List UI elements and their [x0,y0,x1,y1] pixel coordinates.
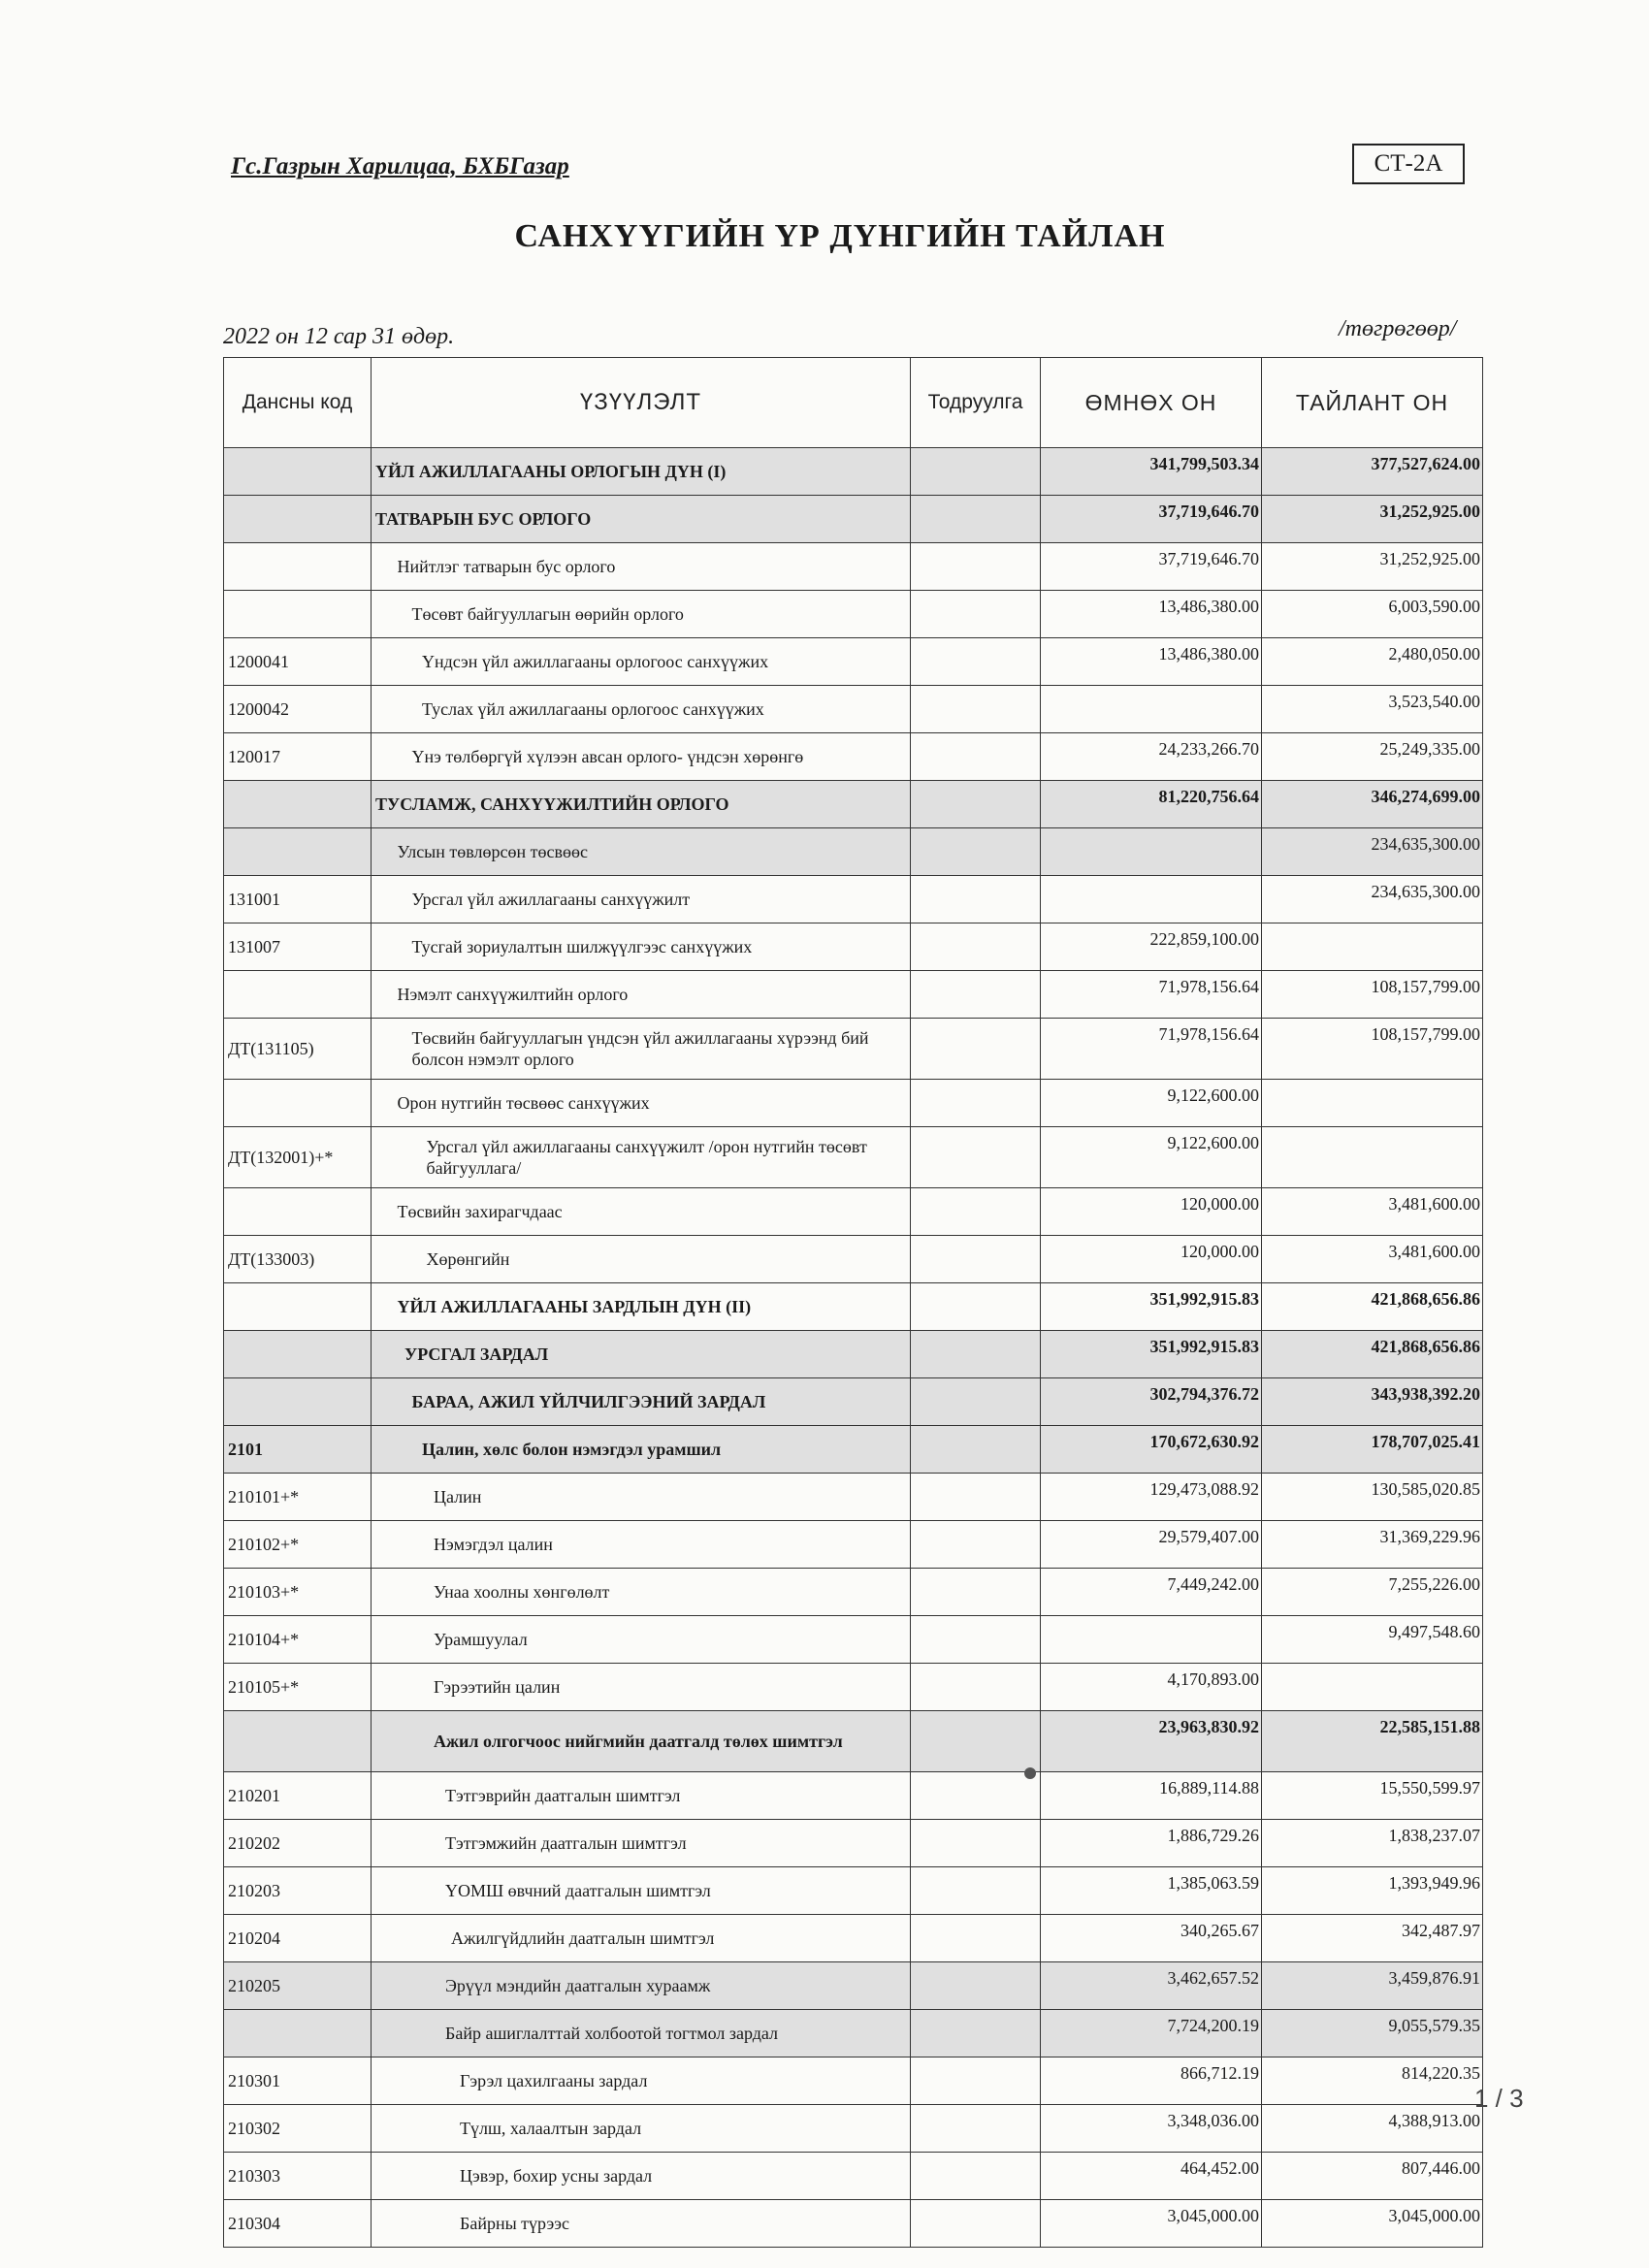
row-previous-year [1041,1616,1262,1664]
row-note [911,1426,1041,1474]
row-code [224,1331,372,1378]
table-row [224,2153,1483,2200]
row-code: 1200041 [224,638,372,686]
row-indicator: Байрны түрээс [372,2200,911,2248]
row-note [911,1616,1041,1664]
row-note [911,923,1041,971]
table-row [224,1474,1483,1521]
row-previous-year: 9,122,600.00 [1041,1080,1262,1127]
row-code [224,448,372,496]
row-code [224,1711,372,1772]
row-note [911,1080,1041,1127]
table-row [224,733,1483,781]
table-row [224,1283,1483,1331]
row-indicator: УРСГАЛ ЗАРДАЛ [372,1331,911,1378]
report-title-text: САНХҮҮГИЙН ҮР ДҮНГИЙН ТАЙЛАН [514,218,1166,254]
row-code: 210202 [224,1820,372,1867]
row-code [224,591,372,638]
row-previous-year: 1,385,063.59 [1041,1867,1262,1915]
table-row [224,591,1483,638]
row-code: 210203 [224,1867,372,1915]
row-reporting-year: 7,255,226.00 [1262,1569,1483,1616]
row-reporting-year: 1,838,237.07 [1262,1820,1483,1867]
row-note [911,2200,1041,2248]
table-row [224,1521,1483,1569]
row-code [224,1378,372,1426]
row-indicator: ҮЙЛ АЖИЛЛАГААНЫ ОРЛОГЫН ДҮН (I) [372,448,911,496]
row-code: 210204 [224,1915,372,1962]
row-previous-year: 3,045,000.00 [1041,2200,1262,2248]
table-row [224,781,1483,828]
row-previous-year: 120,000.00 [1041,1188,1262,1236]
table-row [224,1019,1483,1080]
row-note [911,1331,1041,1378]
table-row [224,686,1483,733]
row-note [911,1569,1041,1616]
table-row [224,1820,1483,1867]
row-reporting-year: 178,707,025.41 [1262,1426,1483,1474]
report-date: 2022 он 12 сар 31 өдөр. [223,324,455,349]
row-code [224,543,372,591]
row-indicator: Ажил олгогчоос нийгмийн даатгалд төлөх шимтгэл [372,1711,911,1772]
row-previous-year: 29,579,407.00 [1041,1521,1262,1569]
row-indicator: Нэмэлт санхүүжилтийн орлого [372,971,911,1019]
row-note [911,1664,1041,1711]
row-reporting-year: 31,252,925.00 [1262,496,1483,543]
row-note [911,638,1041,686]
row-previous-year: 81,220,756.64 [1041,781,1262,828]
table-header-row [224,358,1483,448]
row-code: 210104+* [224,1616,372,1664]
table-row [224,496,1483,543]
row-previous-year: 71,978,156.64 [1041,1019,1262,1080]
row-previous-year: 340,265.67 [1041,1915,1262,1962]
currency-unit: /төгрөгөөр/ [1339,316,1457,341]
row-note [911,686,1041,733]
row-note [911,1915,1041,1962]
row-note [911,543,1041,591]
row-previous-year: 9,122,600.00 [1041,1127,1262,1188]
row-indicator: Гэрээтийн цалин [372,1664,911,1711]
row-code [224,1188,372,1236]
table-row [224,2105,1483,2153]
row-note [911,1019,1041,1080]
column-header-note: Тодруулга [911,358,1041,448]
row-code: ДТ(131105) [224,1019,372,1080]
row-note [911,1283,1041,1331]
row-indicator: Урамшуулал [372,1616,911,1664]
row-previous-year: 13,486,380.00 [1041,638,1262,686]
row-indicator: ТАТВАРЫН БУС ОРЛОГО [372,496,911,543]
row-previous-year: 24,233,266.70 [1041,733,1262,781]
financial-results-table [223,357,1483,2248]
row-previous-year [1041,828,1262,876]
row-code: 120017 [224,733,372,781]
row-note [911,1236,1041,1283]
row-reporting-year: 1,393,949.96 [1262,1867,1483,1915]
row-code [224,781,372,828]
table-row [224,1188,1483,1236]
row-code: 131007 [224,923,372,971]
table-row [224,1772,1483,1820]
row-indicator: Үнэ төлбөргүй хүлээн авсан орлого- үндсэн хөрөнгө [372,733,911,781]
row-note [911,2057,1041,2105]
table-row [224,1080,1483,1127]
row-note [911,828,1041,876]
row-code: 210301 [224,2057,372,2105]
row-reporting-year [1262,1127,1483,1188]
row-note [911,1867,1041,1915]
row-reporting-year: 25,249,335.00 [1262,733,1483,781]
row-reporting-year: 108,157,799.00 [1262,971,1483,1019]
row-note [911,1962,1041,2010]
row-indicator: Цэвэр, бохир усны зардал [372,2153,911,2200]
row-reporting-year: 3,481,600.00 [1262,1236,1483,1283]
row-code [224,496,372,543]
row-indicator: Урсгал үйл ажиллагааны санхүүжилт [372,876,911,923]
row-previous-year: 866,712.19 [1041,2057,1262,2105]
table-row [224,971,1483,1019]
row-reporting-year: 807,446.00 [1262,2153,1483,2200]
row-previous-year [1041,686,1262,733]
row-note [911,971,1041,1019]
row-indicator: Цалин, хөлс болон нэмэгдэл урамшил [372,1426,911,1474]
table-row [224,638,1483,686]
row-note [911,1188,1041,1236]
row-indicator: Байр ашиглалттай холбоотой тогтмол зардал [372,2010,911,2057]
row-reporting-year: 130,585,020.85 [1262,1474,1483,1521]
row-indicator: Тэтгэмжийн даатгалын шимтгэл [372,1820,911,1867]
row-reporting-year: 108,157,799.00 [1262,1019,1483,1080]
row-code: 210303 [224,2153,372,2200]
table-row [224,1236,1483,1283]
row-reporting-year: 2,480,050.00 [1262,638,1483,686]
table-row [224,923,1483,971]
row-indicator: Тусгай зориулалтын шилжүүлгээс санхүүжих [372,923,911,971]
row-indicator: Төсөвт байгууллагын өөрийн орлого [372,591,911,638]
row-indicator: Гэрэл цахилгааны зардал [372,2057,911,2105]
row-reporting-year [1262,1664,1483,1711]
row-note [911,496,1041,543]
organization-name: Гс.Газрын Харилцаа, БХБГазар [231,153,569,179]
row-previous-year: 4,170,893.00 [1041,1664,1262,1711]
row-reporting-year [1262,1080,1483,1127]
row-note [911,448,1041,496]
row-code [224,971,372,1019]
row-note [911,1378,1041,1426]
table-row [224,1962,1483,2010]
row-code: 210302 [224,2105,372,2153]
row-code: 210205 [224,1962,372,2010]
row-reporting-year: 234,635,300.00 [1262,828,1483,876]
row-indicator: Туслах үйл ажиллагааны орлогоос санхүүжих [372,686,911,733]
row-previous-year: 341,799,503.34 [1041,448,1262,496]
row-code: ДТ(132001)+* [224,1127,372,1188]
table-row [224,1331,1483,1378]
row-code [224,1080,372,1127]
row-reporting-year: 421,868,656.86 [1262,1331,1483,1378]
row-code: 210103+* [224,1569,372,1616]
row-indicator: Хөрөнгийн [372,1236,911,1283]
row-indicator: БАРАА, АЖИЛ ҮЙЛЧИЛГЭЭНИЙ ЗАРДАЛ [372,1378,911,1426]
row-previous-year: 23,963,830.92 [1041,1711,1262,1772]
row-previous-year: 351,992,915.83 [1041,1331,1262,1378]
row-reporting-year: 3,481,600.00 [1262,1188,1483,1236]
row-note [911,2105,1041,2153]
row-previous-year: 1,886,729.26 [1041,1820,1262,1867]
row-indicator: Төсвийн захирагчдаас [372,1188,911,1236]
column-header-previous-year: ӨМНӨХ ОН [1041,358,1262,448]
page-number: 1 / 3 [1474,2084,1524,2113]
row-reporting-year: 421,868,656.86 [1262,1283,1483,1331]
table-row [224,2057,1483,2105]
row-note [911,733,1041,781]
row-indicator: ҮОМШ өвчний даатгалын шимтгэл [372,1867,911,1915]
row-code: 210304 [224,2200,372,2248]
row-indicator: Унаа хоолны хөнгөлөлт [372,1569,911,1616]
table-row [224,1426,1483,1474]
row-code: 210101+* [224,1474,372,1521]
row-note [911,1772,1041,1820]
table-row [224,1378,1483,1426]
table-row [224,543,1483,591]
table-row [224,1711,1483,1772]
row-code: 2101 [224,1426,372,1474]
table-row [224,2010,1483,2057]
row-reporting-year: 346,274,699.00 [1262,781,1483,828]
row-note [911,876,1041,923]
table-row [224,2200,1483,2248]
row-previous-year: 302,794,376.72 [1041,1378,1262,1426]
row-previous-year: 7,449,242.00 [1041,1569,1262,1616]
row-note [911,1521,1041,1569]
row-code [224,1283,372,1331]
row-note [911,1127,1041,1188]
row-reporting-year: 342,487.97 [1262,1915,1483,1962]
table-body [224,448,1483,2248]
row-code: 210201 [224,1772,372,1820]
row-previous-year: 170,672,630.92 [1041,1426,1262,1474]
row-previous-year: 3,348,036.00 [1041,2105,1262,2153]
row-reporting-year: 234,635,300.00 [1262,876,1483,923]
row-reporting-year: 4,388,913.00 [1262,2105,1483,2153]
row-note [911,1474,1041,1521]
row-reporting-year: 22,585,151.88 [1262,1711,1483,1772]
row-code: ДТ(133003) [224,1236,372,1283]
row-previous-year: 37,719,646.70 [1041,496,1262,543]
report-title [0,218,1649,255]
table-row [224,1867,1483,1915]
row-reporting-year: 31,369,229.96 [1262,1521,1483,1569]
row-previous-year: 7,724,200.19 [1041,2010,1262,2057]
row-reporting-year: 9,055,579.35 [1262,2010,1483,2057]
row-indicator: Эрүүл мэндийн даатгалын хураамж [372,1962,911,2010]
table-row [224,1664,1483,1711]
row-reporting-year: 3,523,540.00 [1262,686,1483,733]
row-code: 210102+* [224,1521,372,1569]
row-note [911,1820,1041,1867]
row-code [224,828,372,876]
row-code: 131001 [224,876,372,923]
row-note [911,2153,1041,2200]
row-code [224,2010,372,2057]
row-previous-year: 351,992,915.83 [1041,1283,1262,1331]
row-previous-year: 120,000.00 [1041,1236,1262,1283]
row-code: 1200042 [224,686,372,733]
row-previous-year: 13,486,380.00 [1041,591,1262,638]
table-row [224,1616,1483,1664]
row-indicator: ТУСЛАМЖ, САНХҮҮЖИЛТИЙН ОРЛОГО [372,781,911,828]
column-header-code: Дансны код [224,358,372,448]
row-indicator: ҮЙЛ АЖИЛЛАГААНЫ ЗАРДЛЫН ДҮН (II) [372,1283,911,1331]
row-previous-year [1041,876,1262,923]
row-previous-year: 37,719,646.70 [1041,543,1262,591]
row-reporting-year: 15,550,599.97 [1262,1772,1483,1820]
row-indicator: Түлш, халаалтын зардал [372,2105,911,2153]
row-reporting-year [1262,923,1483,971]
row-indicator: Нэмэгдэл цалин [372,1521,911,1569]
row-note [911,591,1041,638]
table-row [224,1569,1483,1616]
row-previous-year: 129,473,088.92 [1041,1474,1262,1521]
row-indicator: Ажилгүйдлийн даатгалын шимтгэл [372,1915,911,1962]
row-reporting-year: 31,252,925.00 [1262,543,1483,591]
column-header-reporting-year: ТАЙЛАНТ ОН [1262,358,1483,448]
column-header-indicator: ҮЗҮҮЛЭЛТ [372,358,911,448]
row-reporting-year: 6,003,590.00 [1262,591,1483,638]
row-reporting-year: 814,220.35 [1262,2057,1483,2105]
table-row [224,876,1483,923]
row-reporting-year: 377,527,624.00 [1262,448,1483,496]
row-reporting-year: 3,045,000.00 [1262,2200,1483,2248]
row-reporting-year: 343,938,392.20 [1262,1378,1483,1426]
row-indicator: Цалин [372,1474,911,1521]
row-note [911,781,1041,828]
row-note [911,1711,1041,1772]
row-indicator: Үндсэн үйл ажиллагааны орлогоос санхүүжих [372,638,911,686]
scan-speck [1024,1767,1036,1779]
row-previous-year: 71,978,156.64 [1041,971,1262,1019]
row-previous-year: 464,452.00 [1041,2153,1262,2200]
row-indicator: Урсгал үйл ажиллагааны санхүүжилт /орон нутгийн төсөвт байгууллага/ [372,1127,911,1188]
row-indicator: Тэтгэврийн даатгалын шимтгэл [372,1772,911,1820]
form-code-box: СТ-2А [1352,144,1465,184]
table-row [224,448,1483,496]
row-code: 210105+* [224,1664,372,1711]
table-row [224,1915,1483,1962]
row-note [911,2010,1041,2057]
row-indicator: Улсын төвлөрсөн төсвөөс [372,828,911,876]
row-previous-year: 222,859,100.00 [1041,923,1262,971]
row-indicator: Нийтлэг татварын бус орлого [372,543,911,591]
row-indicator: Орон нутгийн төсвөөс санхүүжих [372,1080,911,1127]
row-reporting-year: 9,497,548.60 [1262,1616,1483,1664]
table-row [224,828,1483,876]
row-reporting-year: 3,459,876.91 [1262,1962,1483,2010]
row-previous-year: 16,889,114.88 [1041,1772,1262,1820]
row-indicator: Төсвийн байгууллагын үндсэн үйл ажиллагааны хүрээнд бий болсон нэмэлт орлого [372,1019,911,1080]
table-row [224,1127,1483,1188]
row-previous-year: 3,462,657.52 [1041,1962,1262,2010]
